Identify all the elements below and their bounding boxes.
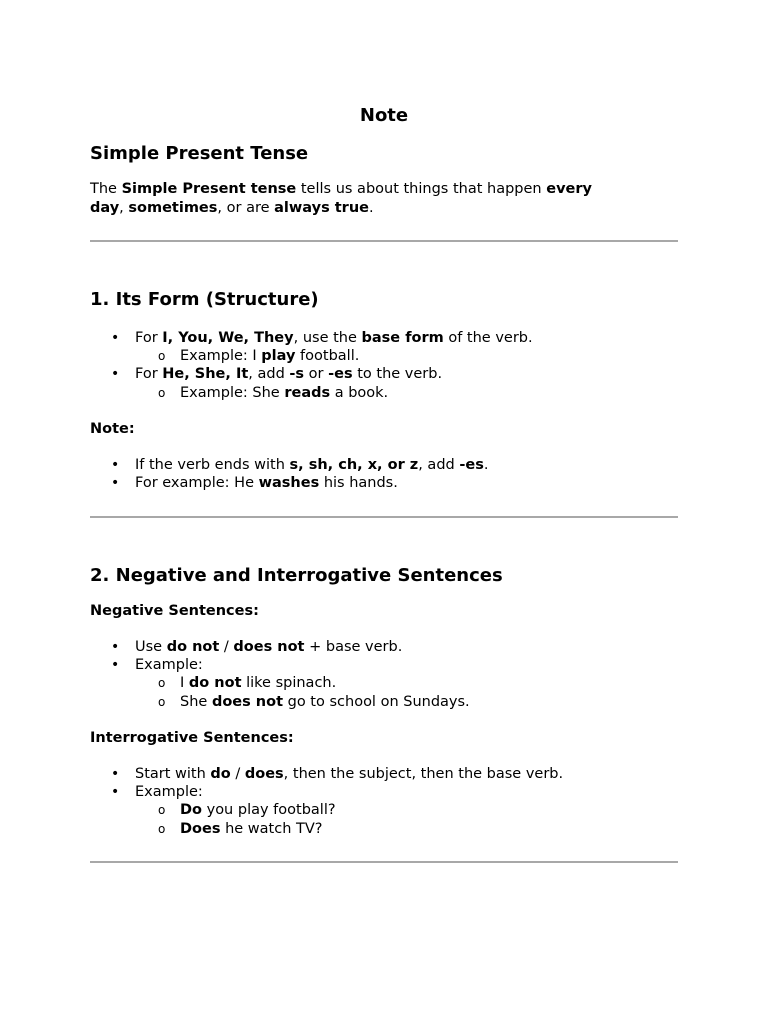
text-run: I xyxy=(180,675,189,692)
text-run: , add xyxy=(418,457,460,473)
text-run: If the verb ends with xyxy=(135,457,290,473)
bold-text: Simple Present tense xyxy=(121,181,297,197)
text-run: , use the xyxy=(293,330,362,346)
sub-bullet-icon: o xyxy=(158,694,166,709)
text-run: For xyxy=(135,366,163,383)
sub-list-item xyxy=(180,384,388,403)
list-item xyxy=(135,656,203,675)
sub-list-item xyxy=(180,674,336,693)
text-run: + base verb. xyxy=(304,639,403,655)
bold-text: base form xyxy=(361,330,444,346)
list-item xyxy=(135,783,203,802)
text-run: / xyxy=(219,639,234,655)
list-item xyxy=(135,365,442,384)
sub-list-item xyxy=(180,820,322,839)
bold-text: reads xyxy=(284,384,331,401)
text-run: a book. xyxy=(330,384,389,401)
negative-sentences-label: Negative Sentences: xyxy=(90,603,259,619)
text-run: football. xyxy=(295,348,360,365)
intro-paragraph xyxy=(90,180,678,218)
text-run: Example: xyxy=(135,784,203,801)
bold-text: does not xyxy=(211,693,284,710)
list-item xyxy=(135,456,488,475)
text-run: She xyxy=(180,693,212,710)
text-run: For xyxy=(135,330,163,346)
text-run: or xyxy=(304,366,329,383)
text-run: his hands. xyxy=(319,475,398,492)
bold-text: -es xyxy=(459,457,484,473)
bullet-icon: • xyxy=(111,784,120,801)
bullet-icon: • xyxy=(111,766,120,782)
bold-text: does not xyxy=(233,639,305,655)
bullet-icon: • xyxy=(111,657,120,674)
text-run: Example: I xyxy=(180,348,262,365)
divider xyxy=(90,516,678,518)
text-run: , then the subject, then the base verb. xyxy=(283,766,564,782)
bold-text: -s xyxy=(289,366,305,383)
bold-text: do xyxy=(210,766,231,782)
interrogative-sentences-label: Interrogative Sentences: xyxy=(90,730,294,746)
bold-text: I, You, We, They xyxy=(162,330,294,346)
text-run: Example: She xyxy=(180,384,285,401)
sub-list-item xyxy=(180,801,336,820)
sub-bullet-icon: o xyxy=(158,676,166,691)
sub-list-item xyxy=(180,693,470,712)
bullet-icon: • xyxy=(111,366,120,383)
bold-text: Does xyxy=(180,820,221,837)
list-item xyxy=(135,765,563,784)
text-run: . xyxy=(483,457,489,473)
bold-text: He, She, It xyxy=(162,366,249,383)
section-heading-form: 1. Its Form (Structure) xyxy=(90,289,319,310)
bold-text: Do xyxy=(180,802,202,819)
text-run: go to school on Sundays. xyxy=(283,693,470,710)
sub-bullet-icon: o xyxy=(158,821,166,836)
text-run: , or are xyxy=(217,200,275,216)
bold-text: -es xyxy=(328,366,353,383)
text-run: he watch TV? xyxy=(220,820,323,837)
bold-text: day xyxy=(90,200,120,216)
divider xyxy=(90,861,678,863)
bold-text: every xyxy=(546,181,592,197)
text-run: For example: He xyxy=(135,475,259,492)
text-run: / xyxy=(230,766,245,782)
list-item xyxy=(135,474,398,493)
list-item xyxy=(135,329,533,348)
bold-text: do not xyxy=(188,675,242,692)
sub-bullet-icon: o xyxy=(158,803,166,818)
bold-text: s, sh, ch, x, or z xyxy=(289,457,419,473)
section-heading-negative-interrogative: 2. Negative and Interrogative Sentences xyxy=(90,565,503,586)
bullet-icon: • xyxy=(111,330,120,346)
text-run: Example: xyxy=(135,657,203,674)
bold-text: do not xyxy=(166,639,220,655)
text-run: Start with xyxy=(135,766,211,782)
text-run: . xyxy=(368,200,374,216)
text-run: The xyxy=(90,181,122,197)
bold-text: sometimes xyxy=(128,200,218,216)
text-run: to the verb. xyxy=(352,366,443,383)
text-run: you play football? xyxy=(202,802,336,819)
text-run: Use xyxy=(135,639,167,655)
bullet-icon: • xyxy=(111,457,120,473)
bold-text: does xyxy=(244,766,284,782)
text-run: tells us about things that happen xyxy=(296,181,547,197)
divider xyxy=(90,240,678,242)
page-heading: Simple Present Tense xyxy=(90,143,309,164)
sub-bullet-icon: o xyxy=(158,349,166,364)
text-run: like spinach. xyxy=(241,675,337,692)
bold-text: always true xyxy=(274,200,369,216)
list-item xyxy=(135,638,402,657)
bullet-icon: • xyxy=(111,639,120,655)
bullet-icon: • xyxy=(111,475,120,492)
sub-list-item xyxy=(180,347,359,366)
text-run: , add xyxy=(248,366,290,383)
bold-text: play xyxy=(261,348,296,365)
text-run: of the verb. xyxy=(443,330,533,346)
note-label: Note: xyxy=(90,421,135,437)
text-run: , xyxy=(119,200,129,216)
sub-bullet-icon: o xyxy=(158,385,166,400)
document-title: Note xyxy=(359,105,409,126)
bold-text: washes xyxy=(258,475,320,492)
